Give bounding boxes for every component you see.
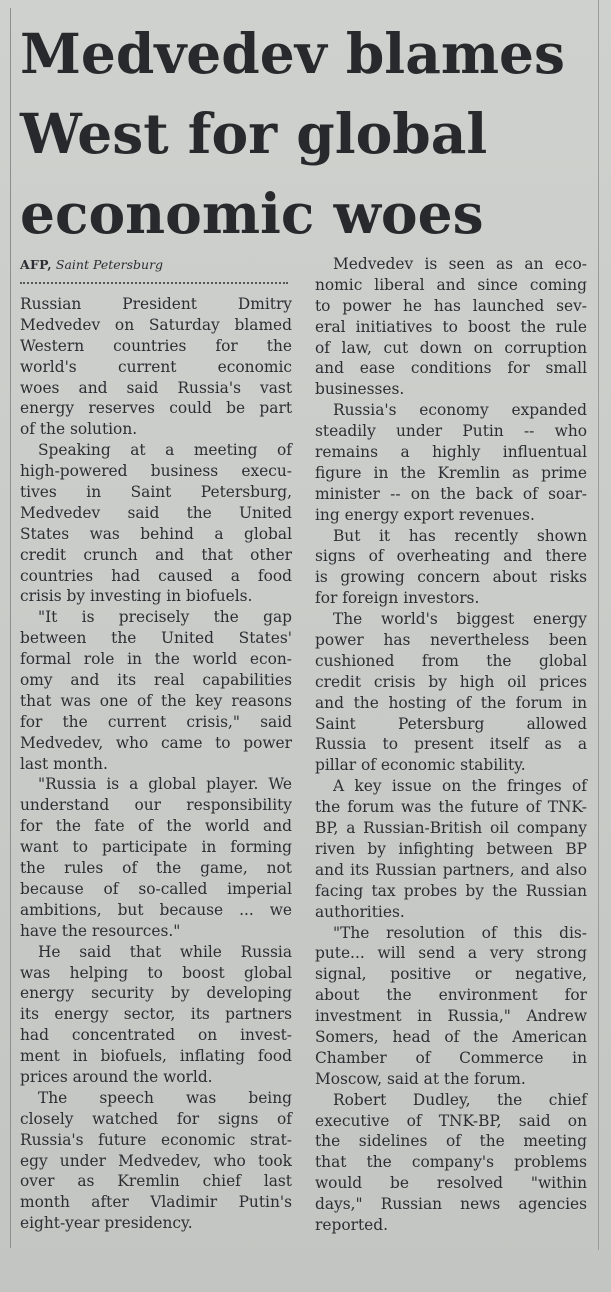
article-line: is growing concern about risks	[315, 568, 587, 587]
article-line: Russia to present itself as a	[315, 735, 587, 754]
article-line: Robert Dudley, the chief	[333, 1090, 587, 1109]
article-paragraph	[315, 526, 587, 610]
article-line: high-powered business execu-	[20, 462, 292, 481]
article-paragraph	[315, 254, 587, 400]
article-line: and the hosting of the forum in	[315, 693, 587, 712]
article-line: eral initiatives to boost the rule	[315, 317, 587, 336]
article-line: for the current crisis," said	[20, 712, 292, 731]
article-line: the rules of the game, not	[20, 859, 292, 878]
article-line: A key issue on the fringes of	[333, 777, 587, 796]
article-line: ment in biofuels, inflating food	[20, 1047, 292, 1066]
article-line: about the environment for	[315, 986, 587, 1005]
article-line: credit crisis by high oil prices	[315, 672, 587, 691]
article-line: of law, cut down on corruption	[315, 338, 587, 357]
article-line: last month.	[20, 754, 108, 773]
article-line: had concentrated on invest-	[20, 1026, 292, 1045]
article-line: and ease conditions for small	[315, 359, 587, 378]
article-line: energy security by developing	[20, 984, 292, 1003]
article-paragraph	[20, 774, 292, 941]
article-line: world's current economic	[20, 357, 292, 376]
article-paragraph	[315, 609, 587, 776]
article-line: egy under Medvedev, who took	[20, 1151, 292, 1170]
article-line: want to participate in forming	[20, 838, 292, 857]
article-line: cushioned from the global	[315, 651, 587, 670]
article-paragraph	[20, 294, 292, 440]
article-line: energy reserves could be part	[20, 399, 292, 418]
article-paragraph	[20, 942, 292, 1088]
left-column-rule	[10, 8, 11, 1248]
article-line: steadily under Putin -- who	[315, 422, 587, 441]
byline-place: Saint Petersburg	[55, 257, 164, 272]
right-edge-rule	[598, 0, 599, 1250]
article-paragraph	[315, 400, 587, 525]
article-line: Russia's economy expanded	[333, 401, 587, 420]
article-paragraph	[315, 923, 587, 1090]
article-line: figure in the Kremlin as prime	[315, 463, 587, 482]
article-line: that the company's problems	[315, 1153, 587, 1172]
article-line: BP, a Russian-British oil company	[315, 819, 587, 838]
article-paragraph	[315, 776, 587, 922]
article-line: eight-year presidency.	[20, 1214, 193, 1233]
article-line: between the United States'	[20, 629, 292, 648]
headline	[20, 14, 595, 254]
article-line: formal role in the world econ-	[20, 650, 292, 669]
article-line: Medvedev is seen as an eco-	[333, 255, 587, 273]
article-line: businesses.	[315, 380, 405, 399]
article-paragraph	[20, 607, 292, 774]
article-line: would be resolved "within	[315, 1174, 587, 1193]
byline-agency: AFP,	[20, 257, 52, 272]
article-line: pute... will send a very strong	[315, 944, 587, 963]
article-line: signs of overheating and there	[315, 547, 587, 566]
article-line: prices around the world.	[20, 1067, 213, 1086]
article-line: remains a highly influentual	[315, 443, 587, 462]
article-line: Medvedev, who came to power	[20, 733, 292, 752]
article-line: for foreign investors.	[315, 589, 480, 608]
article-line: that was one of the key reasons	[20, 691, 292, 710]
article-line: omy and its real capabilities	[20, 671, 292, 690]
byline	[20, 254, 292, 276]
article-line: He said that while Russia	[38, 942, 292, 961]
article-line: was helping to boost global	[20, 963, 292, 982]
article-paragraph	[315, 1090, 587, 1236]
left-column	[20, 254, 292, 1234]
article-line: Chamber of Commerce in	[315, 1048, 587, 1067]
article-line: the sidelines of the meeting	[315, 1132, 587, 1151]
article-line: for the fate of the world and	[20, 817, 292, 836]
article-line: States was behind a global	[20, 524, 292, 543]
article-line: and its Russian partners, and also	[315, 860, 587, 879]
article-line: Medvedev on Saturday blamed	[20, 315, 292, 334]
article-line: Saint Petersburg allowed	[315, 714, 587, 733]
article-line: ing energy export revenues.	[315, 505, 535, 524]
article-line: facing tax probes by the Russian	[315, 881, 587, 900]
article-line: tives in Saint Petersburg,	[20, 483, 292, 502]
article-line: authorities.	[315, 902, 405, 921]
article-line: credit crunch and that other	[20, 545, 292, 564]
article-line: power has nevertheless been	[315, 631, 587, 650]
article-line: The world's biggest energy	[333, 610, 587, 629]
article-line: "It is precisely the gap	[38, 608, 292, 627]
article-line: minister -- on the back of soar-	[315, 484, 587, 503]
byline-divider	[20, 282, 288, 294]
article-line: ambitions, but because ... we	[20, 900, 292, 919]
article-line: Speaking at a meeting of	[38, 441, 292, 460]
article-line: pillar of economic stability.	[315, 756, 526, 775]
article-line: reported.	[315, 1215, 388, 1234]
article-line: But it has recently shown	[333, 526, 587, 545]
article-line: month after Vladimir Putin's	[20, 1193, 292, 1212]
article-line: Russia's future economic strat-	[20, 1130, 292, 1149]
article-line: investment in Russia," Andrew	[315, 1007, 587, 1026]
article-line: crisis by investing in biofuels.	[20, 587, 253, 606]
headline-line: economic woes	[20, 181, 484, 246]
headline-line: West for global	[20, 101, 488, 166]
article-line: "Russia is a global player. We	[38, 775, 292, 794]
article-line: executive of TNK-BP, said on	[315, 1111, 587, 1130]
article-line: because of so-called imperial	[20, 879, 292, 898]
article-line: "The resolution of this dis-	[333, 923, 587, 942]
article-line: understand our responsibility	[20, 796, 292, 815]
article-paragraph	[20, 440, 292, 607]
article-line: countries had caused a food	[20, 566, 292, 585]
article-line: of the solution.	[20, 420, 138, 439]
article-line: to power he has launched sev-	[315, 296, 587, 315]
article-line: over as Kremlin chief last	[20, 1172, 292, 1191]
article-line: Moscow, said at the forum.	[315, 1069, 526, 1088]
article-line: Medvedev said the United	[20, 503, 292, 522]
article-line: Western countries for the	[20, 336, 292, 355]
article-line: the forum was the future of TNK-	[315, 798, 587, 817]
article-line: signal, positive or negative,	[315, 965, 587, 984]
article-line: woes and said Russia's vast	[20, 378, 292, 397]
article-line: its energy sector, its partners	[20, 1005, 292, 1024]
article-line: have the resources."	[20, 921, 181, 940]
article-line: Somers, head of the American	[315, 1027, 587, 1046]
article-line: nomic liberal and since coming	[315, 275, 587, 294]
article-line: The speech was being	[38, 1088, 292, 1107]
article-paragraph	[20, 1088, 292, 1234]
article-line: closely watched for signs of	[20, 1109, 292, 1128]
right-column	[315, 254, 587, 1236]
article-line: Russian President Dmitry	[20, 295, 292, 313]
article-line: riven by infighting between BP	[315, 839, 587, 858]
headline-line: Medvedev blames	[20, 21, 565, 86]
article-line: days," Russian news agencies	[315, 1195, 587, 1214]
